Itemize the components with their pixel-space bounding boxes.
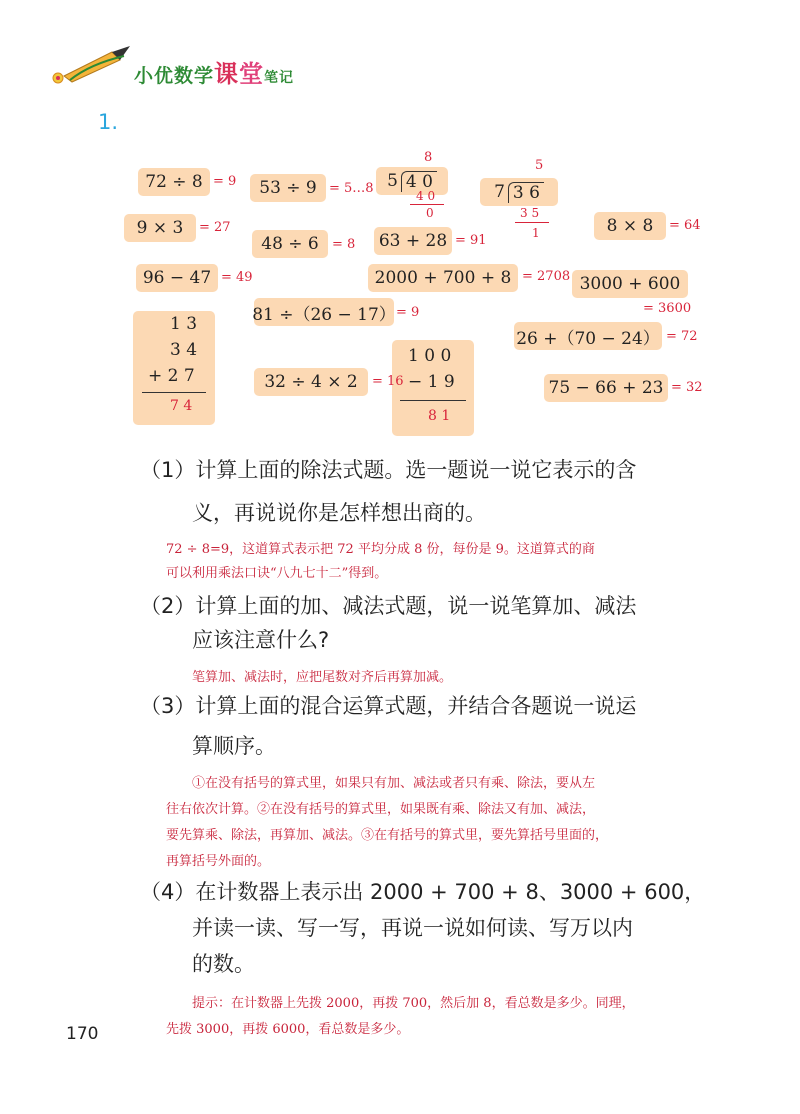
answer-note: 先拨 3000，再拨 6000，看总数是多少。: [166, 1022, 410, 1037]
answer-note: 笔算加、减法时，应把尾数对齐后再算加减。: [192, 670, 453, 685]
question-text: （1）计算上面的除法式题。选一题说一说它表示的含: [140, 458, 637, 482]
remainder: 0: [426, 206, 434, 220]
sum-line: [142, 392, 206, 393]
difference-line: [400, 400, 466, 401]
division-line: [515, 222, 549, 223]
divisor: 7: [494, 182, 505, 202]
answer-note: 提示：在计数器上先拨 2000，再拨 700，然后加 8，看总数是多少。同理，: [192, 996, 635, 1011]
exercise-box: 26 +（70 − 24）: [514, 322, 662, 350]
exercise-box: 3000 + 600: [572, 270, 688, 298]
difference: 8 1: [428, 408, 451, 424]
question-text: （3）计算上面的混合运算式题，并结合各题说一说运: [140, 694, 637, 718]
exercise-box: 2000 + 700 + 8: [368, 264, 518, 292]
minuend: 1 0 0: [408, 346, 452, 366]
subtrahend: − 1 9: [408, 372, 455, 392]
answer-note: 往右依次计算。②在没有括号的算式里，如果既有乘、除法又有加、减法，: [166, 802, 596, 817]
answer: = 8: [332, 237, 356, 252]
answer: = 9: [213, 174, 237, 189]
answer-note: 再算括号外面的。: [166, 854, 271, 869]
answer: = 5…8: [329, 181, 374, 196]
quotient: 8: [424, 150, 433, 165]
answer: = 49: [221, 270, 253, 285]
addend: 3 4: [170, 340, 198, 360]
division-bracket: 4 0: [401, 171, 437, 192]
answer-note: 72 ÷ 8=9，这道算式表示把 72 平均分成 8 份，每份是 9。这道算式的商: [166, 542, 595, 557]
answer: = 16: [372, 374, 404, 389]
question-text: 并读一读、写一写，再说一说如何读、写万以内: [192, 916, 633, 940]
long-division-box: [480, 178, 558, 206]
exercise-box: 48 ÷ 6: [252, 230, 328, 258]
answer: = 2708: [522, 269, 571, 284]
answer: = 91: [455, 233, 487, 248]
exercise-box: 8 × 8: [594, 212, 666, 240]
answer: = 64: [669, 218, 701, 233]
exercise-box: 75 − 66 + 23: [544, 374, 668, 402]
product: 4 0: [416, 189, 436, 203]
brand-header: [50, 38, 310, 88]
sum: 7 4: [170, 398, 193, 414]
exercise-box: 72 ÷ 8: [138, 168, 210, 196]
question-text: （2）计算上面的加、减法式题，说一说笔算加、减法: [140, 594, 637, 618]
answer: = 32: [671, 380, 703, 395]
answer: = 3600: [643, 301, 692, 316]
pencil-logo-icon: [50, 46, 142, 86]
division-line: [410, 204, 444, 205]
question-text: 应该注意什么?: [192, 628, 330, 652]
question-text: 算顺序。: [192, 734, 276, 758]
exercise-box: 63 + 28: [374, 227, 452, 255]
answer-note: 要先算乘、除法，再算加、减法。③在有括号的算式里，要先算括号里面的，: [166, 828, 609, 843]
quotient: 5: [535, 158, 544, 173]
question-text: 义，再说说你是怎样想出商的。: [192, 501, 486, 525]
addend: + 2 7: [148, 366, 195, 386]
question-text: （4）在计数器上表示出 2000 + 700 + 8、3000 + 600，: [140, 880, 706, 904]
exercise-box: 81 ÷（26 − 17）: [254, 298, 394, 326]
question-number: 1.: [98, 110, 119, 134]
addend: 1 3: [170, 314, 198, 334]
answer: = 27: [199, 220, 231, 235]
answer-note: 可以利用乘法口诀“八九七十二”得到。: [166, 566, 388, 581]
answer: = 9: [396, 305, 420, 320]
long-division-box: [376, 167, 448, 195]
exercise-box: 32 ÷ 4 × 2: [254, 368, 368, 396]
exercise-box: 96 − 47: [136, 264, 218, 292]
division-bracket: 3 6: [508, 182, 544, 203]
remainder: 1: [532, 226, 540, 240]
exercise-box: 53 ÷ 9: [250, 174, 326, 202]
answer: = 72: [666, 329, 698, 344]
exercise-box: 9 × 3: [124, 214, 196, 242]
product: 3 5: [520, 206, 540, 220]
question-text: 的数。: [192, 952, 255, 976]
divisor: 5: [387, 171, 398, 191]
page-number: 170: [66, 1024, 99, 1044]
answer-note: ①在没有括号的算式里，如果只有加、减法或者只有乘、除法，要从左: [192, 776, 596, 791]
brand-title: 小优数学课堂笔记: [134, 60, 295, 88]
